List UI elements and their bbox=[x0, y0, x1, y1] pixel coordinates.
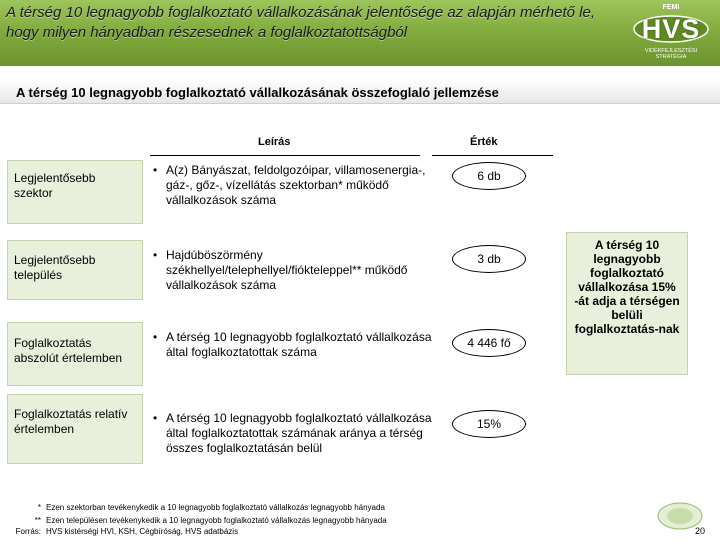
header-title: A térség 10 legnagyobb foglalkoztató vállalkozásának jelentősége az alapján mérhető le, hogy milyen hányadban részesednek a foglalkoztatottságból bbox=[6, 4, 595, 41]
logo-bottom-text: VIDÉKFEJLESZTÉSI STRATÉGIA bbox=[644, 48, 698, 60]
bullet: • bbox=[153, 163, 158, 177]
sources-text: HVS kistérségi HVI, KSH, Cégbíróság, HVS adatbázis bbox=[46, 527, 239, 536]
description-text: A(z) Bányászat, feldolgozóipar, villamosenergia-, gáz-, gőz-, vízellátás szektorban* működő vállalkozások száma bbox=[166, 163, 426, 207]
header-band bbox=[0, 0, 720, 66]
row-label-relative-employment: Foglalkoztatás relatív értelemben bbox=[7, 394, 143, 464]
row-description-relative-employment bbox=[153, 411, 443, 456]
bullet: • bbox=[153, 248, 158, 262]
row-description-settlement bbox=[153, 248, 443, 293]
logo-top-text: FEMI bbox=[662, 4, 680, 11]
header-divider-description bbox=[150, 155, 420, 156]
value-badge-sector: 6 db bbox=[452, 162, 526, 190]
value-badge-absolute-employment: 4 446 fő bbox=[452, 329, 526, 357]
sources-line bbox=[15, 527, 239, 537]
description-text: A térség 10 legnagyobb foglalkoztató vállalkozása által foglalkoztatottak számának aránya a térség összes foglalkoztatásán belül bbox=[166, 411, 432, 455]
logo-main-text: HVS bbox=[641, 14, 701, 44]
footnote-mark: * bbox=[37, 503, 41, 512]
bullet: • bbox=[153, 411, 158, 425]
footnote-sector bbox=[37, 503, 385, 513]
footnote-text: Ezen településen tevékenykedik a 10 legnagyobb foglalkoztató vállalkozás legnagyobb hányada bbox=[46, 516, 387, 525]
description-text: A térség 10 legnagyobb foglalkoztató vállalkozása által foglalkoztatottak száma bbox=[166, 330, 432, 359]
row-description-absolute-employment bbox=[153, 330, 443, 360]
page-number: 20 bbox=[695, 526, 706, 536]
row-label-sector: Legjelentősebb szektor bbox=[7, 160, 143, 224]
description-text: Hajdúböszörmény székhellyel/telephellyel/fiókteleppel** működő vállalkozások száma bbox=[166, 248, 408, 292]
footnote-settlement bbox=[34, 516, 387, 526]
bullet: • bbox=[153, 330, 158, 344]
row-label-settlement: Legjelentősebb település bbox=[7, 240, 143, 300]
row-label-absolute-employment: Foglalkoztatás abszolút értelemben bbox=[7, 322, 143, 386]
sources-label: Forrás: bbox=[15, 527, 41, 536]
value-badge-relative-employment: 15% bbox=[452, 410, 526, 438]
hvs-logo bbox=[632, 4, 710, 60]
footnote-mark: ** bbox=[34, 516, 41, 525]
column-header-description: Leírás bbox=[258, 136, 291, 148]
footnote-text: Ezen szektorban tevékenykedik a 10 legnagyobb foglalkoztató vállalkozás legnagyobb hányada bbox=[46, 503, 385, 512]
row-description-sector bbox=[153, 163, 443, 208]
column-header-value: Érték bbox=[470, 136, 498, 148]
header-divider-value bbox=[432, 155, 553, 156]
value-badge-settlement: 3 db bbox=[452, 245, 526, 273]
page-subtitle: A térség 10 legnagyobb foglalkoztató vállalkozásának összefoglaló jellemzése bbox=[16, 85, 499, 100]
summary-callout: A térség 10 legnagyobb foglalkoztató vállalkozása 15% -át adja a térségen belüli foglalkoztatás-nak bbox=[566, 232, 688, 375]
